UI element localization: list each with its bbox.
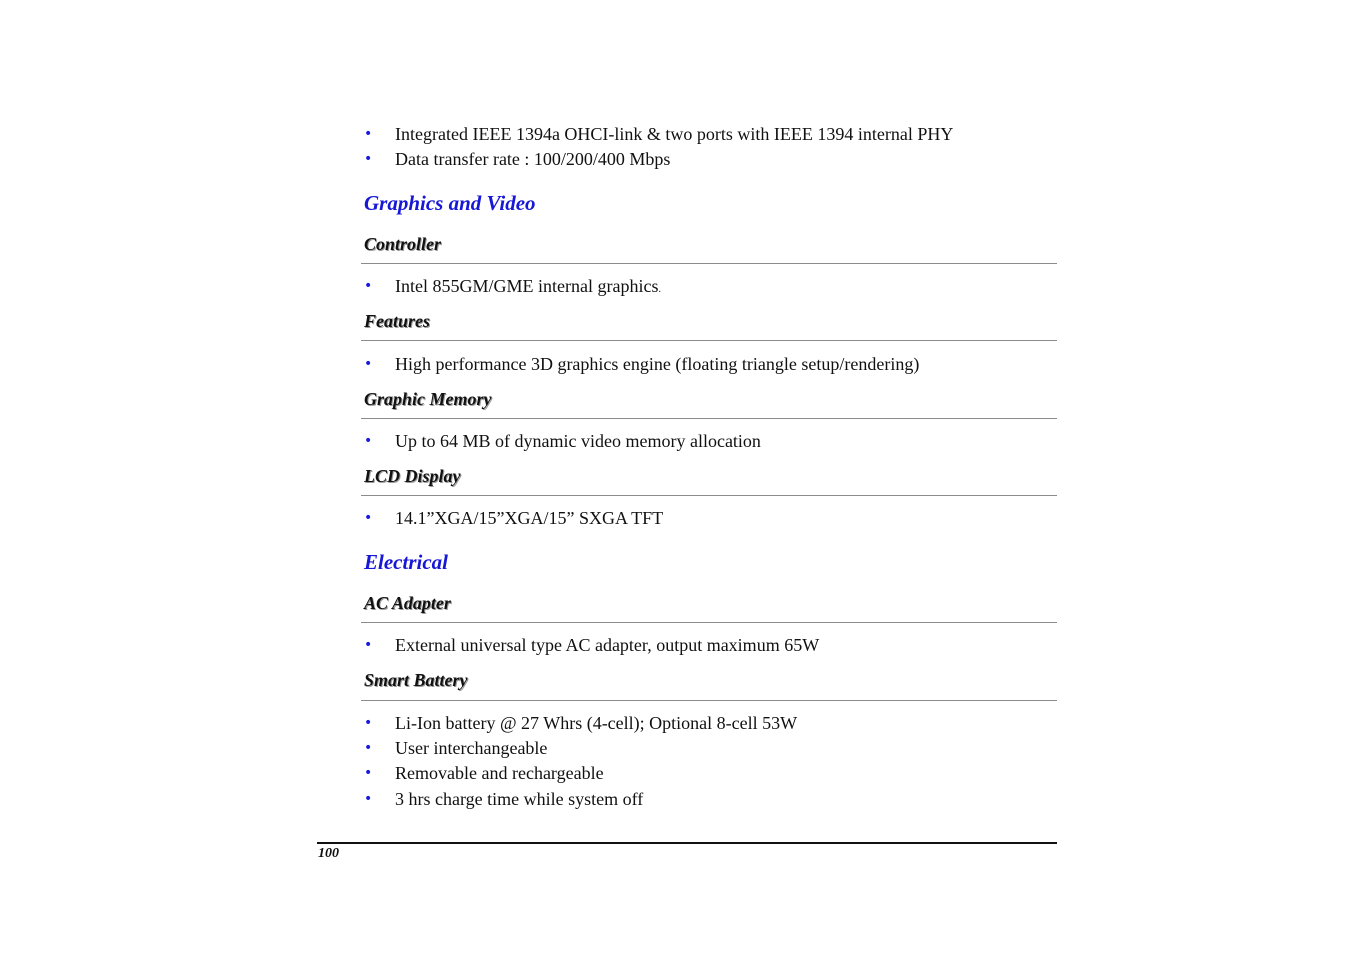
bullet-icon: • [364, 356, 373, 372]
section-title-electrical: Electrical [364, 550, 448, 574]
list-item-text: Up to 64 MB of dynamic video memory allocation [395, 431, 761, 451]
section-title-graphics-and-video: Graphics and Video [364, 191, 536, 215]
divider [361, 263, 1057, 264]
bullet-icon: • [364, 740, 373, 756]
list-item-text: 14.1”XGA/15”XGA/15” SXGA TFT [395, 508, 664, 528]
list-item-text: Data transfer rate : 100/200/400 Mbps [395, 149, 671, 169]
bullet-icon: • [364, 791, 373, 807]
subheading-ac-adapter: AC Adapter [364, 593, 451, 613]
bullet-icon: • [364, 151, 373, 167]
subheading-smart-battery: Smart Battery [364, 670, 468, 690]
list-item-text: Integrated IEEE 1394a OHCI-link & two ports with IEEE 1394 internal PHY [395, 124, 954, 144]
divider [361, 700, 1057, 701]
list-item-text [395, 275, 661, 301]
list-item-text: Removable and rechargeable [395, 763, 604, 783]
bullet-icon: • [364, 715, 373, 731]
footer-divider [317, 842, 1057, 844]
bullet-icon: • [364, 126, 373, 142]
subheading-lcd-display: LCD Display [364, 466, 461, 486]
trailing-mark: . [658, 284, 661, 295]
divider [361, 418, 1057, 419]
list-item-text: 3 hrs charge time while system off [395, 789, 644, 809]
list-item-text: Li-Ion battery @ 27 Whrs (4-cell); Optional 8-cell 53W [395, 713, 798, 733]
divider [361, 495, 1057, 496]
divider [361, 622, 1057, 623]
subheading-graphic-memory: Graphic Memory [364, 389, 492, 409]
bullet-icon: • [364, 510, 373, 526]
bullet-icon: • [364, 765, 373, 781]
page-number: 100 [318, 846, 339, 861]
bullet-icon: • [364, 637, 373, 653]
subheading-features: Features [364, 311, 431, 331]
subheading-controller: Controller [364, 234, 442, 254]
bullet-icon: • [364, 433, 373, 449]
list-item-text: External universal type AC adapter, output maximum 65W [395, 635, 820, 655]
list-item-text: User interchangeable [395, 738, 548, 758]
controller-text: Intel 855GM/GME internal graphics [395, 276, 659, 296]
divider [361, 340, 1057, 341]
list-item-text: High performance 3D graphics engine (floating triangle setup/rendering) [395, 354, 920, 374]
bullet-icon: • [364, 278, 373, 294]
